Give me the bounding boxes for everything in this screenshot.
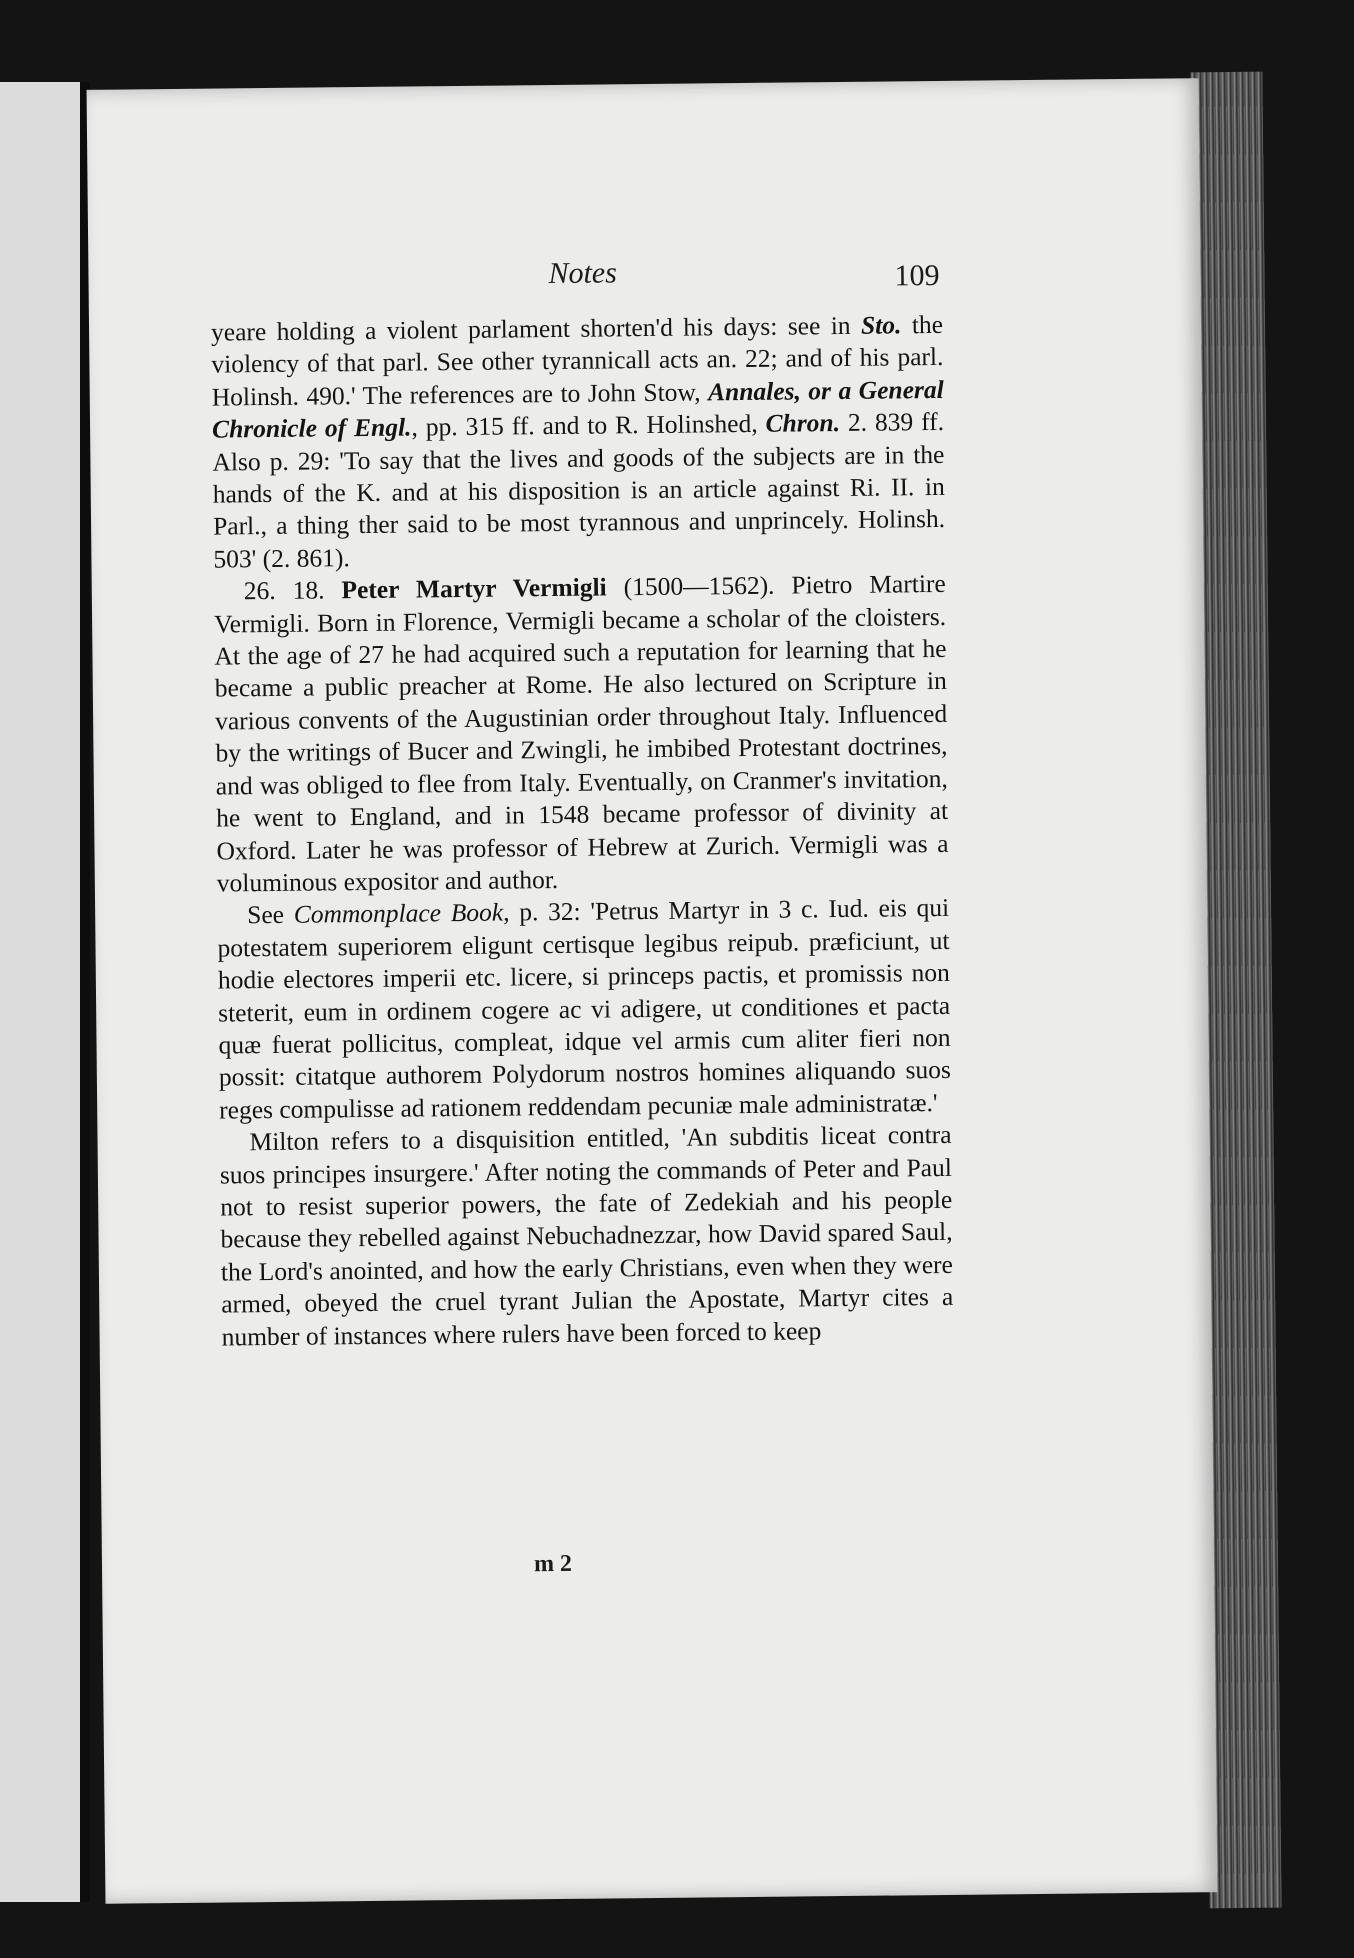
body-text: [211, 309, 954, 1354]
text-run: 26. 18.: [243, 575, 342, 606]
facing-page-edge: [0, 82, 90, 1902]
paragraph-commonplace-book: [217, 892, 951, 1126]
text-run: Chron.: [765, 408, 841, 438]
text-run: the violency of that parl. See other tyrannicall acts an. 22; and of his parl. Holinsh. 490.' The references are to John Stow,: [211, 309, 944, 412]
text-run: Annales, or a General Chronicle of Engl.: [211, 374, 944, 444]
book-page: [87, 78, 1218, 1904]
text-run: , pp. 315 ff. and to R. Holinshed,: [411, 408, 766, 442]
paragraph-stow-holinshed: [211, 309, 946, 576]
text-run: See: [247, 900, 294, 930]
text-run: 2. 839 ff. Also p. 29: 'To say that the lives and goods of the subjects are in the hands of the K. and at his disposition is an article against Ri. II. in Parl., a thing ther said to be most tyrannous and unprincely. Holinsh. 503' (2. 861).: [212, 407, 946, 574]
text-run: , p. 32: 'Petrus Martyr in 3 c. Iud. eis qui potestatem superiorem eligunt certisque legibus reipub. præficiunt, ut hodie electores imperii etc. licere, si princeps pactis, et promissis non steterit, eum in ordinem cogere ac vi adigere, ut conditiones et pacta quæ fuerat pollicitus, compleat, idque vel armis cum aliter fieri non possit: citatque authorem Polydorum nostros homines aliquando suos reges compulisse ad rationem reddendam pecuniæ male administratæ.': [217, 893, 951, 1125]
text-run: Milton refers to a disquisition entitled, 'An subditis liceat contra suos principes insurgere.' After noting the commands of Peter and Paul not to resist superior powers, the fate of Zedekiah and his people because they rebelled against Nebuchadnezzar, how David spared Saul, the Lord's anointed, and how the early Christians, even when they were armed, obeyed the cruel tyrant Julian the Apostate, Martyr cites a number of instances where rulers have been forced to keep: [219, 1120, 954, 1352]
text-run: Peter Martyr Vermigli: [341, 572, 607, 605]
running-head: Notes: [548, 256, 617, 291]
text-run: yeare holding a violent parlament shorten'd his days: see in: [210, 310, 862, 347]
paragraph-peter-martyr: [214, 568, 949, 900]
text-run: Sto.: [860, 310, 902, 340]
text-run: Commonplace Book: [293, 897, 504, 930]
signature-mark: m 2: [533, 1550, 573, 1578]
text-run: (1500—1562). Pietro Martire Vermigli. Born in Florence, Vermigli became a scholar of the cloisters. At the age of 27 he had acquired such a reputation for learning that he became a public preacher at Rome. He also lectured on Scripture in various convents of the Augustinian order throughout Italy. Influenced by the writings of Bucer and Zwingli, he imbibed Protestant doctrines, and was obliged to flee from Italy. Eventually, on Cranmer's invitation, he went to England, and in 1548 became professor of divinity at Oxford. Later he was professor of Hebrew at Zurich. Vermigli was a voluminous expositor and author.: [213, 569, 949, 898]
paragraph-milton-disquisition: [219, 1119, 953, 1353]
page-number: 109: [894, 258, 940, 293]
page-header: [88, 250, 1200, 312]
